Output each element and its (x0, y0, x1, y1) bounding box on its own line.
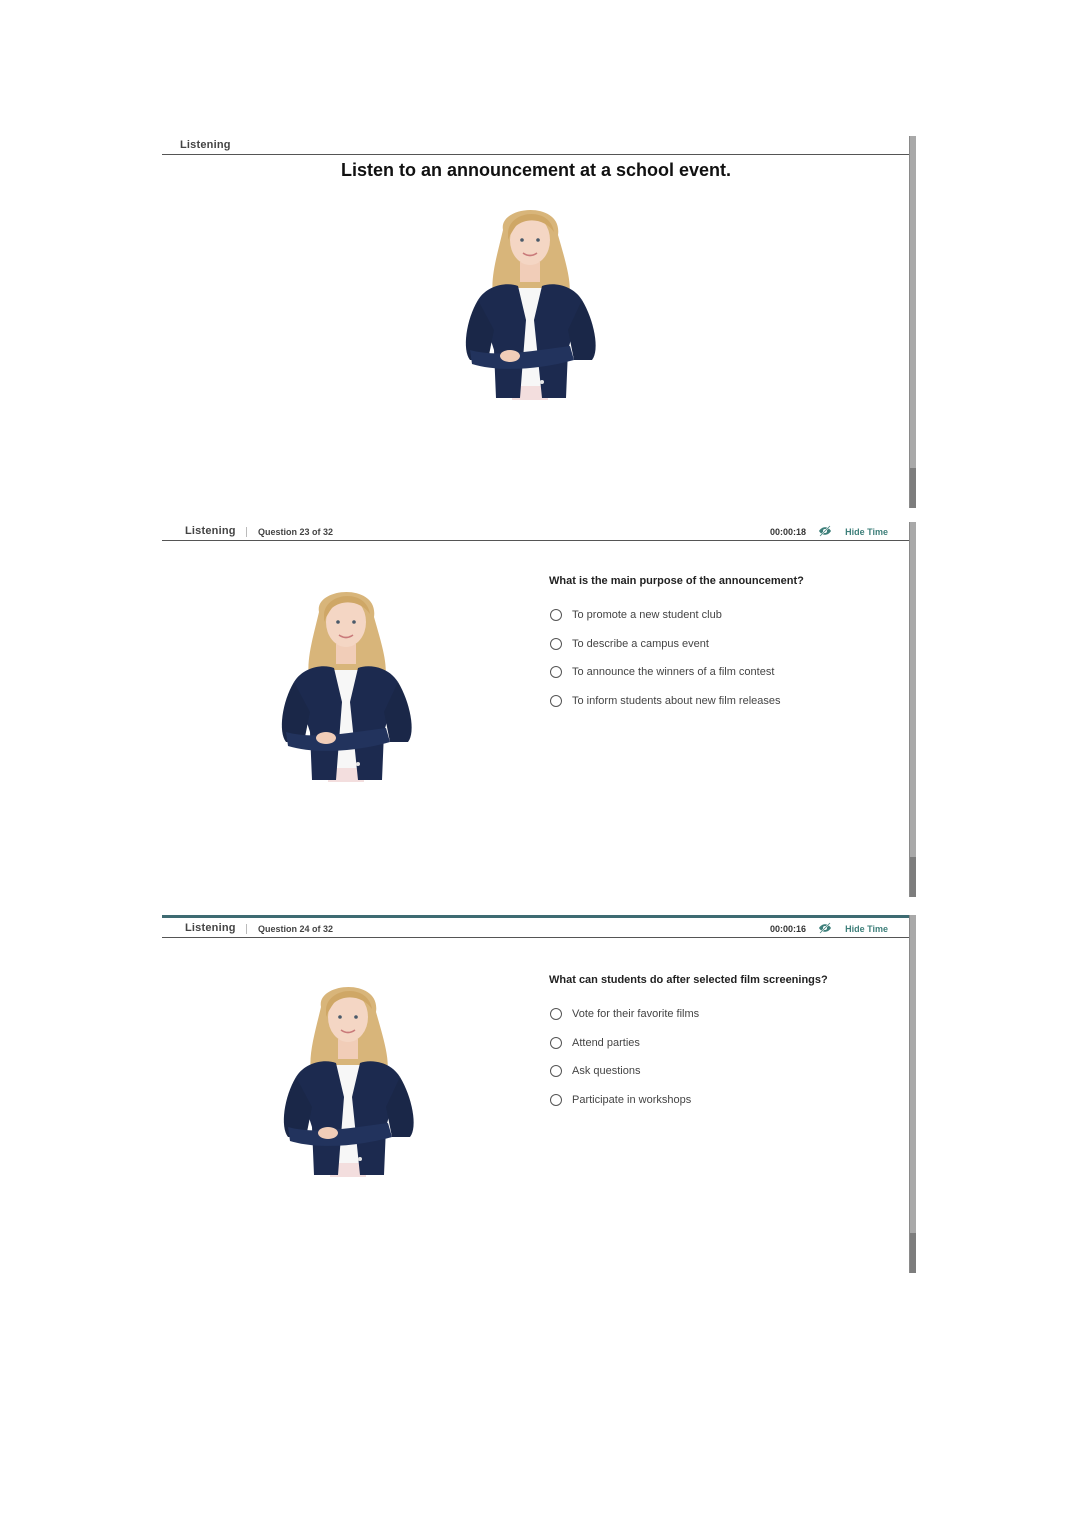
radio-button[interactable] (550, 666, 562, 678)
scrollbar[interactable] (909, 136, 916, 508)
scrollbar[interactable] (909, 522, 916, 897)
radio-button[interactable] (550, 609, 562, 621)
header-divider (246, 527, 247, 537)
answer-option[interactable] (550, 1057, 699, 1086)
option-label: To announce the winners of a film contest (572, 666, 775, 679)
answer-option[interactable] (550, 658, 781, 687)
section-header (162, 136, 910, 155)
radio-button[interactable] (550, 638, 562, 650)
answer-option[interactable] (550, 687, 781, 716)
section-label: Listening (185, 525, 236, 537)
timer: 00:00:16 (769, 924, 806, 934)
radio-button[interactable] (550, 1008, 562, 1020)
section-header (162, 919, 910, 938)
radio-button[interactable] (550, 1065, 562, 1077)
radio-button[interactable] (550, 1037, 562, 1049)
option-label: Attend parties (572, 1036, 640, 1049)
speaker-image (274, 582, 420, 782)
section-header (162, 522, 910, 541)
scrollbar[interactable] (909, 915, 916, 1273)
option-label: To describe a campus event (572, 637, 709, 650)
question-counter: Question 24 of 32 (258, 924, 334, 934)
answer-option[interactable] (550, 1029, 699, 1058)
question-counter: Question 23 of 32 (258, 527, 334, 537)
answer-option[interactable] (550, 630, 781, 659)
speaker-image (458, 200, 604, 400)
answer-option[interactable] (550, 1000, 699, 1029)
answer-option[interactable] (550, 1086, 699, 1115)
top-accent-bar (162, 915, 910, 918)
eye-slash-icon[interactable] (818, 525, 832, 537)
timer: 00:00:18 (769, 527, 806, 537)
instruction-title: Listen to an announcement at a school event. (340, 160, 732, 180)
scrollbar-thumb[interactable] (910, 1233, 916, 1273)
intro-screen (162, 136, 916, 508)
option-label: Participate in workshops (572, 1093, 692, 1106)
question-screen-23 (162, 522, 916, 897)
hide-time-button[interactable]: Hide Time (845, 527, 888, 537)
answer-options (550, 1000, 699, 1114)
eye-slash-icon[interactable] (818, 922, 832, 934)
radio-button[interactable] (550, 695, 562, 707)
question-text: What is the main purpose of the announcement? (549, 575, 804, 587)
option-label: To inform students about new film releases (572, 694, 781, 707)
section-label: Listening (180, 139, 231, 151)
section-label: Listening (185, 922, 236, 934)
scrollbar-thumb[interactable] (910, 468, 916, 508)
header-divider (246, 924, 247, 934)
answer-option[interactable] (550, 601, 781, 630)
answer-options (550, 601, 781, 715)
radio-button[interactable] (550, 1094, 562, 1106)
option-label: Vote for their favorite films (572, 1008, 700, 1021)
speaker-image (276, 977, 422, 1177)
question-screen-24 (162, 915, 916, 1273)
option-label: To promote a new student club (572, 609, 722, 622)
question-text: What can students do after selected film screenings? (549, 974, 828, 986)
option-label: Ask questions (572, 1065, 641, 1078)
hide-time-button[interactable]: Hide Time (845, 924, 888, 934)
scrollbar-thumb[interactable] (910, 857, 916, 897)
